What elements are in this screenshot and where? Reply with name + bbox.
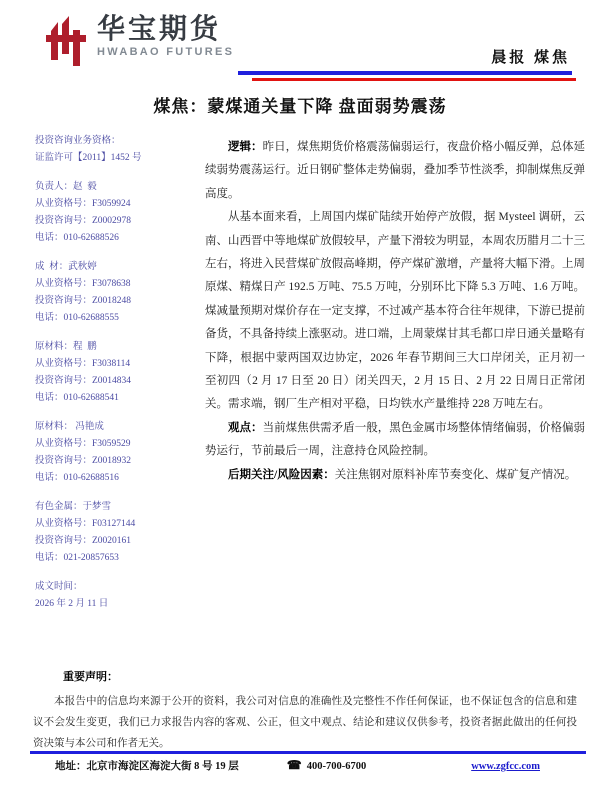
sidebar-line: 投资咨询业务资格： [35, 136, 121, 146]
page-footer [30, 758, 570, 773]
report-date-block [35, 579, 199, 613]
sidebar-line: 电话：010-62688541 [35, 393, 119, 403]
risk-text: 关注焦钢对原料补库节奏变化、煤矿复产情况。 [334, 468, 577, 481]
disclaimer-section [33, 668, 577, 754]
sidebar-line: 电话：021-20857653 [35, 553, 119, 563]
address-text: 地址：北京市海淀区海淀大街 8 号 19 层 [55, 761, 239, 772]
sidebar-line: 证监许可【2011】1452 号 [35, 153, 142, 163]
analyst-role-line: 原材料： 冯艳成 [35, 422, 104, 432]
analyst-block [35, 499, 199, 567]
paragraph-risk [205, 464, 585, 487]
brand-header [44, 14, 234, 66]
logic-text: 昨日，煤焦期货价格震荡偏弱运行，夜盘价格小幅反弹，总体延续弱势震荡运行。近日钢矿整体走势偏弱，叠加季节性淡季，抑制煤焦反弹高度。 [205, 141, 586, 200]
report-date-value: 2026 年 2 月 11 日 [35, 599, 109, 609]
sidebar-line: 从业资格号：F3059529 [35, 439, 131, 449]
sidebar-line: 从业资格号：F3059924 [35, 199, 131, 209]
brand-name-cn: 华宝期货 [97, 13, 222, 44]
analyst-block [35, 339, 199, 407]
report-date-label: 成文时间： [35, 582, 83, 592]
disclaimer-heading: 重要声明： [63, 671, 118, 683]
paragraph-viewpoint [205, 417, 585, 464]
analyst-block [35, 419, 199, 487]
header-divider-blue [238, 71, 572, 75]
report-body [205, 136, 585, 487]
paragraph-fundamentals [205, 206, 585, 417]
brand-name-en: HWABAO FUTURES [97, 46, 235, 59]
brand-text [97, 14, 234, 58]
header-divider-red [252, 78, 576, 81]
sidebar-line: 电话：010-62688526 [35, 233, 119, 243]
analyst-role-line: 成 材：武秋婷 [35, 262, 97, 272]
sidebar-line: 从业资格号：F03127144 [35, 519, 136, 529]
website-link[interactable]: www.zgfcc.com [471, 761, 540, 772]
analyst-role-line: 原材料：程 鹏 [35, 342, 97, 352]
sidebar-line: 电话：010-62688555 [35, 313, 119, 323]
sidebar-line: 投资咨询号：Z0014834 [35, 376, 132, 386]
disclaimer-text: 本报告中的信息均来源于公开的资料，我公司对信息的准确性及完整性不作任何保证，也不保证包含的信息和建议不会发生变更，我们已力求报告内容的客观、公正，但文中观点、结论和建议仅供参考，投资者据此做出的任何投资决策与本公司和作者无关。 [33, 696, 577, 749]
sidebar [35, 133, 199, 625]
sidebar-line: 从业资格号：F3078638 [35, 279, 131, 289]
qualification-block [35, 133, 199, 167]
phone-number: 400-700-6700 [306, 761, 367, 772]
analyst-block [35, 259, 199, 327]
sidebar-line: 投资咨询号：Z0020161 [35, 536, 132, 546]
fundamentals-text: 从基本面来看，上周国内煤矿陆续开始停产放假，据 Mysteel 调研，云南、山西晋中等地煤矿放假较早，产量下滑较为明显，本周农历腊月二十三左右，将进入民营煤矿放假高峰期，停产煤矿激增，产量将大幅下滑。上周原煤、精煤日产 192.5 万吨、75.5 万吨，分别环比下降 5.3 万吨、1.6 万吨。煤减量预期对煤价存在一定支撑，不过减产基本符合往年规律，下游已提前备货，不具备持续上涨驱动。进口端，上周蒙煤甘其毛都口岸日通关量略有下降，根据中蒙两国双边协定，2026 年春节期间三大口岸闭关，正月初一至初四（2 月 17 日至 20 日）闭关四天，2 月 15 日、2 月 22 日周日正常闭关。需求端，钢厂生产相对平稳，日均铁水产量维持 228 万吨左右。 [205, 211, 585, 411]
risk-label: 后期关注/风险因素： [228, 468, 335, 481]
sidebar-line: 投资咨询号：Z0018932 [35, 456, 132, 466]
logic-label: 逻辑： [228, 141, 263, 153]
sidebar-line: 从业资格号：F3038114 [35, 359, 131, 369]
analyst-role-line: 有色金属：于梦雪 [35, 502, 112, 512]
report-type-label: 晨报 煤焦 [491, 50, 570, 66]
report-title: 煤焦：蒙煤通关量下降 盘面弱势震荡 [153, 97, 447, 116]
phone-block [287, 758, 366, 773]
footer-divider [30, 751, 586, 754]
analyst-block [35, 179, 199, 247]
viewpoint-label: 观点： [228, 421, 263, 434]
analyst-role-line: 负责人：赵 毅 [35, 182, 97, 192]
phone-icon: ☎ [286, 758, 302, 772]
sidebar-line: 电话：010-62688516 [35, 473, 119, 483]
hwabao-logo-icon [44, 14, 88, 66]
sidebar-line: 投资咨询号：Z0018248 [35, 296, 132, 306]
sidebar-line: 投资咨询号：Z0002978 [35, 216, 132, 226]
viewpoint-text: 当前煤焦供需矛盾一般，黑色金属市场整体情绪偏弱，价格偏弱势运行，节前最后一周，注意持仓风险控制。 [205, 421, 586, 458]
paragraph-logic [205, 136, 585, 206]
